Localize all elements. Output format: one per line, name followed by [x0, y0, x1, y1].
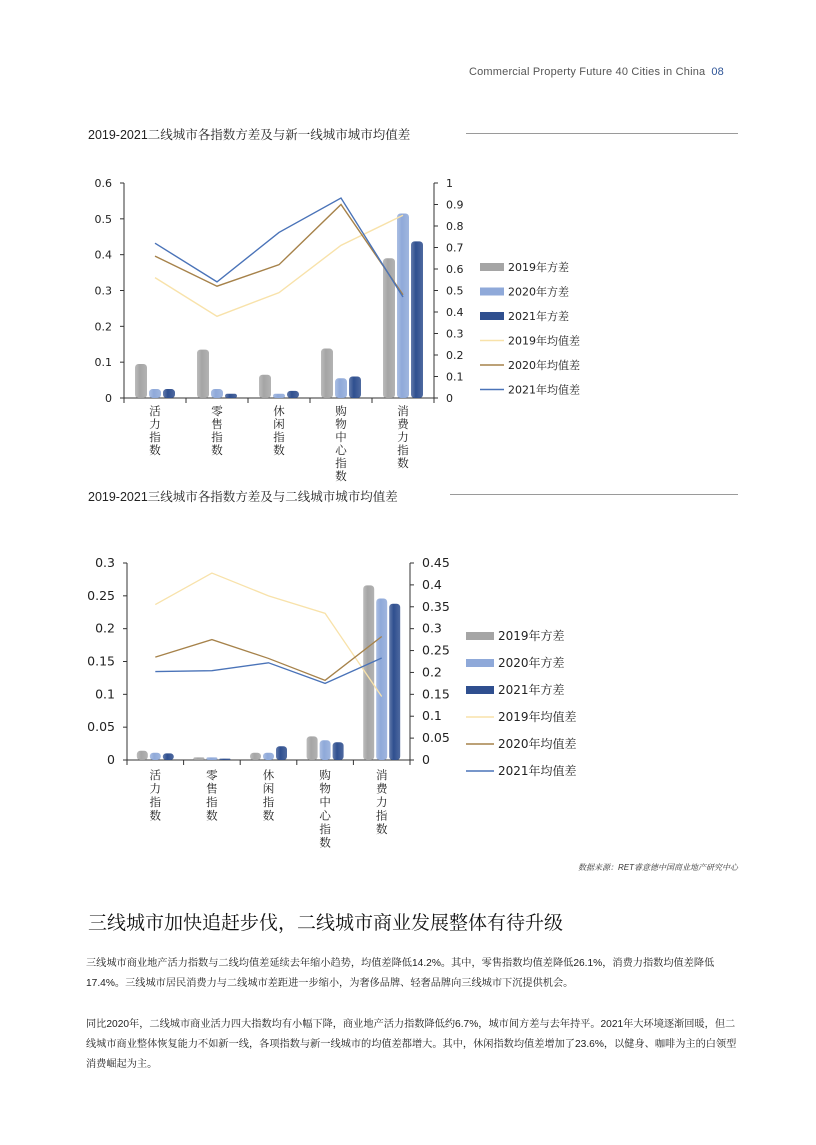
- report-title: Commercial Property Future 40 Cities in China: [468, 66, 706, 78]
- chart1-category-label-char: 消: [397, 404, 409, 418]
- chart2-category-label-char: 物: [319, 781, 331, 796]
- chart2-category-label-char: 指: [375, 808, 388, 823]
- chart1-category-label-char: 数: [335, 469, 347, 483]
- chart1-right-tick-label: 0.4: [446, 306, 464, 319]
- chart2-left-tick-label: 0.3: [95, 555, 115, 570]
- chart2-bar-2019年方差: [250, 753, 261, 760]
- chart1-category-label-char: 售: [211, 417, 223, 431]
- section-heading: 三线城市加快追赶步伐，二线城市商业发展整体有待升级: [88, 913, 564, 934]
- paragraph-1: 三线城市商业地产活力指数与二线均值差延续去年缩小趋势，均值差降低14.2%。其中，零售指数均值差降低26.1%，消费力指数均值差降低17.4%。三线城市居民消费力与二线城市差距进一步缩小，为奢侈品牌、轻奢品牌向三线城市下沉提供机会。: [86, 958, 715, 989]
- chart1-right-tick-label: 1: [446, 177, 453, 190]
- chart2-bar-2020年方差: [206, 757, 217, 760]
- chart2-category-label-char: 指: [262, 795, 275, 809]
- chart2-right-tick-label: 0.4: [422, 576, 442, 592]
- chart1-left-tick-label: 0.1: [94, 356, 112, 370]
- chart2-bar-2020年方差: [376, 598, 387, 760]
- chart1-category-label-char: 闲: [273, 417, 285, 431]
- chart2-category-label-char: 休: [262, 768, 275, 782]
- chart2-left-tick-label: 0: [107, 752, 115, 767]
- chart1-right-tick-label: 0: [446, 392, 453, 405]
- chart2-category-label-char: 指: [206, 795, 218, 809]
- chart2-category-label-char: 数: [206, 808, 218, 823]
- chart1-category-label-char: 指: [397, 443, 409, 457]
- chart1-left-tick-label: 0.2: [94, 320, 112, 334]
- chart2-legend-label: 2021年方差: [498, 683, 565, 697]
- chart2-category-label-char: 数: [319, 835, 331, 850]
- chart1-title: 2019-2021二线城市各指数方差及与新一线城市城市均值差: [88, 128, 411, 142]
- chart2-right-tick-label: 0.45: [422, 555, 450, 570]
- chart2-bar-2020年方差: [320, 740, 331, 760]
- chart2-legend-label: 2020年方差: [498, 656, 565, 670]
- chart1-category-label-char: 指: [273, 430, 285, 444]
- chart2-category-label-char: 中: [319, 795, 331, 809]
- chart1-left-tick-label: 0.4: [94, 248, 112, 262]
- chart1-left-tick-label: 0.3: [94, 284, 112, 298]
- chart2-left-tick-label: 0.2: [95, 620, 115, 636]
- chart2-category-label-char: 心: [319, 808, 331, 823]
- chart2-right-tick-label: 0.1: [422, 708, 442, 724]
- chart2-category-label-char: 购: [319, 768, 331, 782]
- chart1-category-label-char: 物: [335, 417, 347, 431]
- chart2-bar-2019年方差: [137, 751, 148, 760]
- chart1-right-tick-label: 0.3: [446, 327, 464, 341]
- chart1-legend-label: 2021年方差: [508, 310, 569, 323]
- chart1-right-tick-label: 0.2: [446, 349, 464, 362]
- chart2-legend-label: 2019年方差: [498, 629, 565, 643]
- chart2-bar-2020年方差: [263, 753, 274, 760]
- chart1-left-tick-label: 0: [105, 392, 112, 405]
- chart2-category-label-char: 数: [149, 808, 162, 823]
- chart2-line-2021年均值差: [155, 658, 381, 683]
- chart1-right-tick-label: 0.7: [446, 241, 464, 255]
- page-number: 08: [711, 66, 724, 78]
- chart2-bar-2019年方差: [193, 757, 204, 760]
- chart2-category-label-char: 费: [375, 781, 388, 796]
- chart2-bar-2019年方差: [307, 736, 318, 760]
- chart1-category-label-char: 心: [335, 443, 347, 457]
- chart2-category-label-char: 消: [375, 768, 388, 782]
- chart2-legend-swatch: [466, 632, 494, 640]
- chart1-category-label-char: 力: [397, 430, 409, 444]
- chart1-category-label-char: 力: [149, 417, 161, 431]
- chart2-bar-2021年方差: [389, 604, 400, 760]
- chart2-category-label-char: 活: [149, 768, 162, 782]
- chart2-category-label-char: 零: [206, 768, 218, 782]
- chart2-right-tick-label: 0.3: [422, 620, 442, 636]
- chart2-right-tick-label: 0.05: [422, 730, 450, 746]
- chart1-category-label-char: 购: [335, 404, 347, 418]
- chart2-category-label-char: 指: [319, 822, 331, 836]
- chart2-legend-label: 2019年均值差: [498, 710, 577, 724]
- chart1-category-label-char: 数: [211, 443, 223, 457]
- source-note: 数据来源：RET睿意德中国商业地产研究中心: [578, 863, 738, 872]
- chart2-bar-2020年方差: [150, 753, 161, 760]
- chart2-right-tick-label: 0.2: [422, 664, 442, 680]
- chart1-legend-label: 2021年均值差: [508, 383, 580, 397]
- paragraph-2: 同比2020年，二线城市商业活力四大指数均有小幅下降，商业地产活力指数降低约6.7%，城市间方差与去年持平。2021年大环境逐渐回暖，但二线城市商业整体恢复能力不如新一线，各项指数与新一线城市的均值差都增大。其中，休闲指数均值差增加了23.6%，以健身、咖啡为主的白领型消费崛起为主。: [86, 1019, 737, 1070]
- chart1-category-label-char: 指: [335, 456, 347, 470]
- chart2-legend-swatch: [466, 659, 494, 667]
- chart2-bar-2021年方差: [276, 746, 287, 760]
- chart2-right-tick-label: 0.25: [422, 642, 450, 658]
- chart1-legend-label: 2019年方差: [508, 261, 569, 274]
- chart2-left-tick-label: 0.1: [95, 686, 115, 702]
- chart2-right-tick-label: 0.35: [422, 598, 450, 614]
- chart1-left-tick-label: 0.6: [94, 177, 112, 190]
- chart2-left-tick-label: 0.25: [87, 587, 115, 603]
- chart1-category-label-char: 休: [273, 404, 285, 418]
- chart1-category-label-char: 指: [211, 430, 223, 444]
- chart1-category-label-char: 指: [149, 430, 161, 444]
- chart1-right-tick-label: 0.6: [446, 263, 464, 276]
- chart1-right-tick-label: 0.9: [446, 198, 464, 212]
- chart2-left-tick-label: 0.05: [87, 719, 115, 735]
- chart1-category-label-char: 数: [149, 443, 161, 457]
- chart1-right-tick-label: 0.8: [446, 220, 464, 233]
- chart1-category-label-char: 费: [397, 417, 409, 431]
- chart2-category-label-char: 指: [149, 795, 162, 809]
- chart2-bar-2021年方差: [219, 759, 230, 760]
- chart2-right-tick-label: 0: [422, 752, 430, 767]
- chart1-category-label-char: 零: [211, 404, 223, 418]
- chart2-legend-label: 2020年均值差: [498, 737, 577, 751]
- chart2-line-2019年均值差: [155, 573, 381, 696]
- chart2-category-label-char: 售: [206, 781, 218, 796]
- chart2-category-label-char: 力: [375, 795, 388, 809]
- chart1-category-label-char: 活: [149, 404, 161, 418]
- chart1-category-label-char: 数: [273, 443, 285, 457]
- chart2-bar-2021年方差: [163, 753, 174, 760]
- chart2-title: 2019-2021三线城市各指数方差及与二线城市城市均值差: [88, 490, 398, 504]
- chart2-category-label-char: 数: [262, 808, 275, 823]
- chart2-bar-2021年方差: [333, 742, 344, 760]
- chart1-legend-label: 2020年均值差: [508, 359, 580, 372]
- chart2-right-tick-label: 0.15: [422, 686, 450, 702]
- chart2-category-label-char: 力: [149, 781, 162, 796]
- chart1-right-tick-label: 0.5: [446, 284, 464, 298]
- chart2-legend-swatch: [466, 686, 494, 694]
- chart2-legend-label: 2021年均值差: [498, 764, 577, 778]
- chart2-category-label-char: 数: [375, 822, 388, 836]
- chart1-legend-label: 2019年均值差: [508, 334, 580, 348]
- chart1-category-label-char: 中: [335, 430, 347, 444]
- chart1-left-tick-label: 0.5: [94, 212, 112, 226]
- chart1-right-tick-label: 0.1: [446, 370, 464, 384]
- chart2-left-tick-label: 0.15: [87, 653, 115, 669]
- chart1-legend-label: 2020年方差: [508, 285, 569, 299]
- chart1-category-label-char: 数: [397, 456, 409, 470]
- chart2-category-label-char: 闲: [262, 781, 275, 796]
